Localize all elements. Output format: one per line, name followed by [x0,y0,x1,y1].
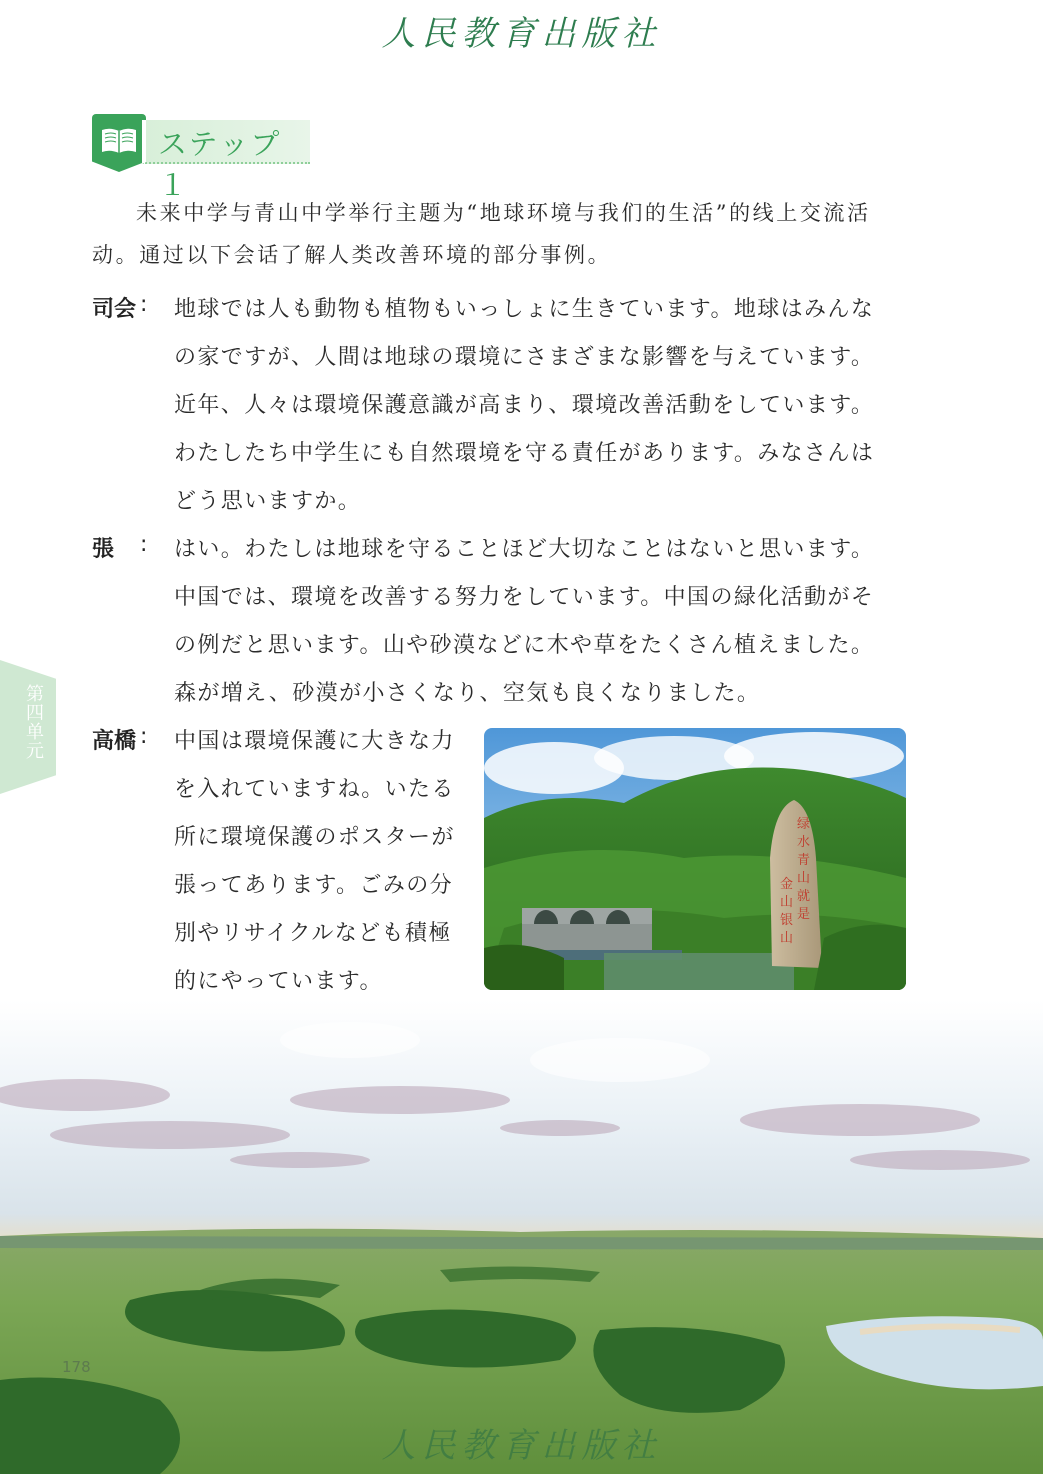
dialogue-line: 森が増え、砂漠が小さくなり、空気も良くなりました。 [174,681,761,706]
speaker-name: 張 [92,537,115,562]
stone-char: 金 [780,877,794,892]
dialogue-line: 地球では人も動物も植物もいっしょに生きています。地球はみんな [174,297,875,322]
dialogue-line: 的にやっています。 [174,969,383,994]
intro-paragraph: 未来中学与青山中学举行主题为“地球环境与我们的生活”的线上交流活动。通过以下会话了解人类改善环境的部分事例。 [92,201,871,267]
dialogue-line: の家ですが、人間は地球の環境にさまざまな影響を与えています。 [174,345,875,370]
speaker-colon: : [140,532,148,557]
stone-char: 银 [780,913,794,928]
dialogue-line: を入れていますね。いたる [174,777,455,802]
stone-char: 是 [797,907,811,922]
dialogue-line: の例だと思います。山や砂漠などに木や草をたくさん植えました。 [174,633,875,658]
stone-char: 绿 [797,817,811,832]
speaker-colon: : [140,292,148,317]
publisher-logo: 人民教育出版社 [381,14,662,54]
stone-char: 水 [797,835,811,850]
publisher-watermark: 人民教育出版社 [381,1426,662,1466]
step-header [92,114,306,202]
dialogue-line: どう思いますか。 [174,489,362,514]
open-book-icon [100,126,138,156]
unit-side-tab-label: 第四单元 [23,684,44,760]
speaker-name: 司会 [92,297,137,322]
step-icon-box [92,114,146,172]
dialogue-line: はい。わたしは地球を守ることほど大切なことはないと思います。 [174,537,875,562]
dialogue-line: 中国では、環境を改善する努力をしています。中国の緑化活動がそ [174,585,875,610]
dialogue-line: 中国は環境保護に大きな力 [174,729,455,754]
stone-char: 山 [780,931,794,946]
dialogue-line: 張ってあります。ごみの分 [174,873,454,898]
dialogue-line: わたしたち中学生にも自然環境を守る責任があります。みなさんは [174,441,875,466]
grassland-landscape-photo [0,1000,1043,1474]
dialogue-line: 近年、人々は環境保護意識が高まり、環境改善活動をしています。 [174,393,875,418]
step-title: ステップ１ [158,127,282,202]
stone-char: 就 [797,889,811,904]
speaker-name: 高橋 [92,729,137,754]
stone-char: 山 [780,895,794,910]
speaker-colon: : [140,724,148,749]
stone-char: 青 [797,853,811,868]
mountain-stone-photo [484,728,906,990]
page-number: 178 [62,1358,91,1376]
dialogue-line: 別やリサイクルなども積極 [174,921,452,946]
stone-char: 山 [797,871,811,886]
dialogue-line: 所に環境保護のポスターが [174,825,455,850]
